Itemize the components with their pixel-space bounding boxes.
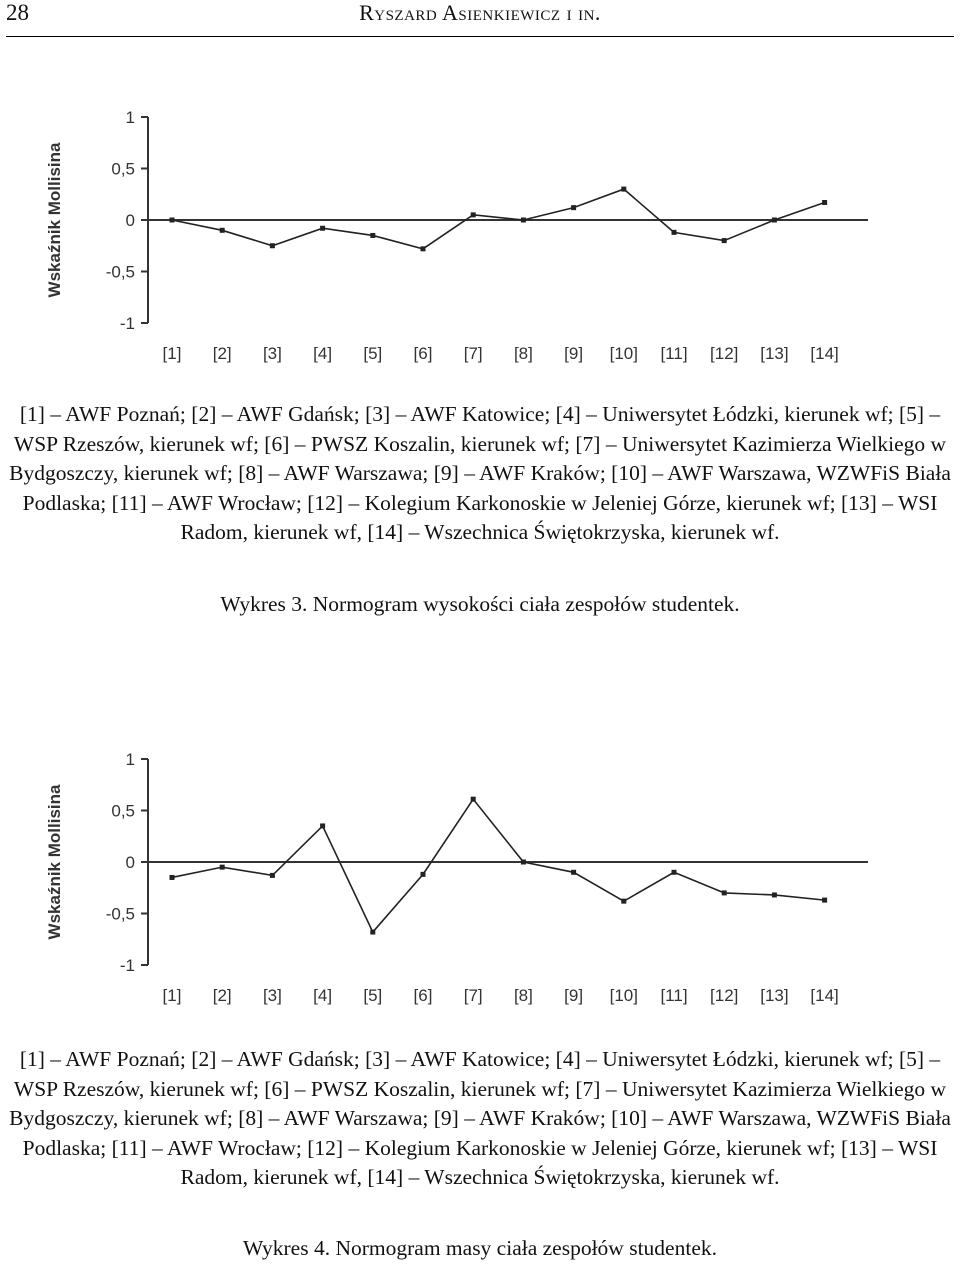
y-tick-label: 0,5 (111, 801, 135, 821)
x-tick-label: [12] (710, 344, 739, 363)
data-point (772, 218, 777, 223)
x-tick-label: [12] (710, 986, 739, 1005)
x-tick-label: [1] (162, 344, 182, 363)
x-tick-label: [6] (413, 344, 433, 363)
chart-wykres-3 (30, 95, 870, 365)
data-point (571, 870, 576, 875)
data-point (672, 870, 677, 875)
data-point (521, 218, 526, 223)
x-tick-label: [14] (810, 344, 839, 363)
x-tick-label: [14] (810, 986, 839, 1005)
data-point (672, 230, 677, 235)
data-point (471, 212, 476, 217)
x-tick-label: [11] (660, 344, 688, 363)
data-point (270, 873, 275, 878)
data-point (822, 200, 827, 205)
x-tick-label: [3] (262, 986, 282, 1005)
figure-3-title: Wykres 3. Normogram wysokości ciała zespołów studentek. (220, 592, 740, 616)
chart-wykres-4 (30, 737, 870, 1007)
x-tick-label: [9] (564, 986, 584, 1005)
x-tick-label: [4] (313, 344, 333, 363)
y-tick-label: 1 (125, 750, 135, 769)
page-number: 28 (6, 0, 29, 25)
data-point (621, 899, 626, 904)
y-axis-label: Wskaźnik Mollisina (45, 784, 64, 940)
x-tick-label: [2] (212, 986, 232, 1005)
data-point (370, 233, 375, 238)
data-point (170, 218, 175, 223)
chart-svg (30, 95, 870, 365)
y-tick-label: 0 (125, 211, 135, 230)
x-tick-label: [5] (363, 344, 383, 363)
chart-svg (30, 737, 870, 1007)
data-point (571, 205, 576, 210)
data-point (370, 930, 375, 935)
x-tick-label: [8] (513, 344, 533, 363)
x-tick-label: [13] (760, 344, 789, 363)
x-tick-label: [5] (363, 986, 383, 1005)
y-tick-label: 0,5 (111, 159, 135, 179)
data-point (722, 890, 727, 895)
y-tick-label: -0,5 (105, 262, 135, 282)
y-tick-label: -1 (119, 314, 135, 333)
x-tick-label: [7] (463, 344, 483, 363)
data-point (621, 187, 626, 192)
page-header (0, 0, 960, 38)
data-point (270, 243, 275, 248)
data-point (822, 898, 827, 903)
y-tick-label: -1 (119, 956, 135, 975)
x-tick-label: [4] (313, 986, 333, 1005)
y-axis-label: Wskaźnik Mollisina (45, 142, 64, 298)
data-point (421, 246, 426, 251)
x-tick-label: [9] (564, 344, 584, 363)
y-tick-label: -0,5 (105, 904, 135, 924)
y-tick-label: 0 (125, 853, 135, 872)
x-tick-label: [6] (413, 986, 433, 1005)
data-point (220, 865, 225, 870)
data-point (220, 228, 225, 233)
x-tick-label: [7] (463, 986, 483, 1005)
figure-3-caption: [1] – AWF Poznań; [2] – AWF Gdańsk; [3] – AWF Katowice; [4] – Uniwersytet Łódzki, kierunek wf; [5] – WSP Rzeszów, kierunek wf; [6] – PWSZ Koszalin, kierunek wf; [7] – Uniwersytet Kazimierza Wielkiego w Bydgoszczy, kierunek wf; [8] – AWF Warszawa; [9] – AWF Kraków; [10] – AWF Warszawa, WZWFiS Biała Podlaska; [11] – AWF Wrocław; [12] – Kolegium Karkonoskie w Jeleniej Górze, kierunek wf; [13] – WSI Radom, kierunek wf, [14] – Wszechnica Świętokrzyska, kierunek wf. (9, 402, 951, 545)
x-tick-label: [11] (660, 986, 688, 1005)
x-tick-label: [8] (513, 986, 533, 1005)
figure-4-caption: [1] – AWF Poznań; [2] – AWF Gdańsk; [3] – AWF Katowice; [4] – Uniwersytet Łódzki, kierunek wf; [5] – WSP Rzeszów, kierunek wf; [6] – PWSZ Koszalin, kierunek wf; [7] – Uniwersytet Kazimierza Wielkiego w Bydgoszczy, kierunek wf; [8] – AWF Warszawa; [9] – AWF Kraków; [10] – AWF Warszawa, WZWFiS Biała Podlaska; [11] – AWF Wrocław; [12] – Kolegium Karkonoskie w Jeleniej Górze, kierunek wf; [13] – WSI Radom, kierunek wf, [14] – Wszechnica Świętokrzyska, kierunek wf. (9, 1047, 951, 1190)
data-point (772, 892, 777, 897)
data-point (421, 872, 426, 877)
data-point (471, 797, 476, 802)
data-point (320, 226, 325, 231)
data-point (320, 823, 325, 828)
header-rule (6, 36, 954, 37)
data-point (521, 860, 526, 865)
y-tick-label: 1 (125, 108, 135, 127)
data-point (170, 875, 175, 880)
x-tick-label: [10] (609, 986, 638, 1005)
series-line (172, 189, 825, 249)
series-line (172, 799, 825, 932)
running-title: Ryszard Asienkiewicz i in. (359, 0, 601, 25)
x-tick-label: [1] (162, 986, 182, 1005)
x-tick-label: [2] (212, 344, 232, 363)
x-tick-label: [3] (262, 344, 282, 363)
x-tick-label: [10] (609, 344, 638, 363)
x-tick-label: [13] (760, 986, 789, 1005)
figure-4-title: Wykres 4. Normogram masy ciała zespołów studentek. (243, 1236, 717, 1260)
data-point (722, 238, 727, 243)
